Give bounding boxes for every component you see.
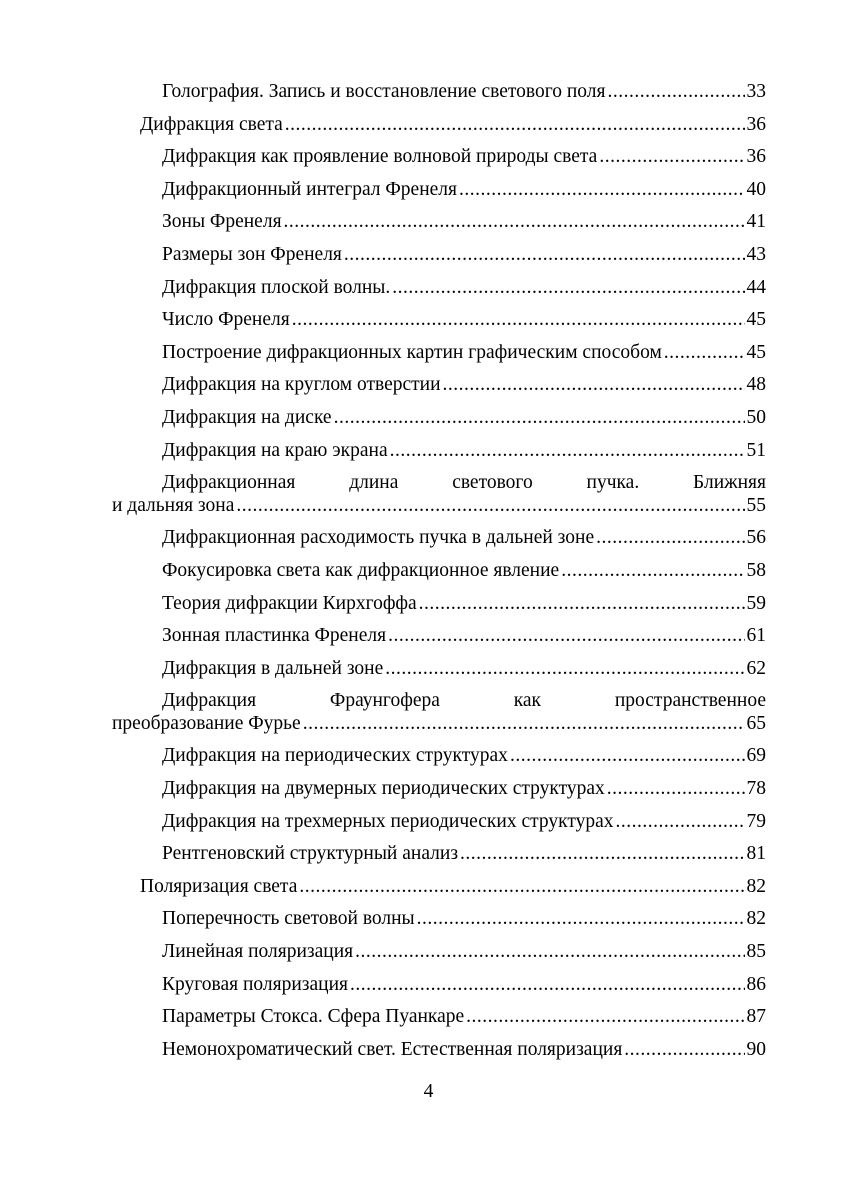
- toc-entry-line: [162, 239, 766, 272]
- toc-entry-title: Параметры Стокса. Сфера Пуанкаре: [162, 1006, 465, 1028]
- toc-entry[interactable]: [112, 467, 766, 522]
- toc-entry-second-line: [112, 490, 766, 523]
- toc-entry-page: 87: [746, 1006, 766, 1028]
- toc-entry-title: Рентгеновский структурный анализ: [162, 843, 459, 865]
- toc-entry-title: Дифракция плоской волны.: [162, 276, 391, 298]
- toc-entry-title: Дифракция на периодических структурах: [162, 745, 508, 767]
- dot-leader: [392, 272, 744, 305]
- dot-leader: [599, 141, 744, 174]
- toc-entry-page: 36: [746, 146, 766, 168]
- toc-entry-word: светового: [452, 472, 533, 494]
- toc-entry[interactable]: [112, 555, 766, 588]
- toc-entry-line: [162, 141, 766, 174]
- toc-entry[interactable]: [112, 871, 766, 904]
- dot-leader: [466, 1001, 744, 1034]
- toc-entry[interactable]: [112, 402, 766, 435]
- dot-leader: [510, 740, 745, 773]
- table-of-contents: [112, 76, 766, 1066]
- toc-entry[interactable]: [112, 1034, 766, 1067]
- toc-entry-page: 45: [746, 341, 766, 363]
- toc-entry-page: 65: [746, 712, 766, 734]
- toc-entry-page: 59: [746, 592, 766, 614]
- toc-entry-page: 79: [746, 810, 766, 832]
- toc-entry[interactable]: [112, 1001, 766, 1034]
- toc-entry-page: 41: [746, 211, 766, 233]
- toc-entry[interactable]: [112, 369, 766, 402]
- toc-entry[interactable]: [112, 620, 766, 653]
- toc-entry-title: преобразование Фурье: [112, 712, 301, 734]
- toc-entry-title: Дифракция на краю экрана: [162, 439, 388, 461]
- toc-entry-page: 55: [746, 494, 766, 516]
- toc-entry-page: 51: [746, 439, 766, 461]
- toc-entry-page: 43: [746, 243, 766, 265]
- toc-entry-page: 82: [746, 875, 766, 897]
- toc-entry-line: [162, 806, 766, 839]
- toc-entry-page: 58: [746, 559, 766, 581]
- toc-entry-line: [162, 1001, 766, 1034]
- toc-entry-page: 78: [746, 778, 766, 800]
- toc-entry-page: 56: [746, 527, 766, 549]
- toc-entry[interactable]: [112, 903, 766, 936]
- toc-entry-title: Линейная поляризация: [162, 941, 354, 963]
- toc-entry-title: Дифракция света: [140, 113, 283, 135]
- toc-entry-title: Дифракционный интеграл Френеля: [162, 178, 457, 200]
- dot-leader: [607, 773, 745, 806]
- toc-entry-title: Поляризация света: [140, 875, 298, 897]
- dot-leader: [443, 369, 745, 402]
- toc-entry-title: Дифракция как проявление волновой природы света: [162, 146, 598, 168]
- dot-leader: [417, 903, 745, 936]
- toc-entry-line: [162, 304, 766, 337]
- toc-entry-word: длина: [349, 472, 399, 494]
- toc-entry-word: Дифракция: [162, 690, 257, 712]
- toc-entry-title: Немонохроматический свет. Естественная поляризация: [162, 1038, 623, 1060]
- toc-entry[interactable]: [112, 740, 766, 773]
- toc-entry[interactable]: [112, 588, 766, 621]
- toc-entry[interactable]: [112, 174, 766, 207]
- toc-entry-page: 33: [746, 81, 766, 102]
- toc-entry-line: [162, 272, 766, 305]
- toc-entry[interactable]: [112, 969, 766, 1002]
- toc-entry[interactable]: [112, 304, 766, 337]
- dot-leader: [596, 522, 744, 555]
- toc-entry-word: Ближняя: [693, 472, 766, 494]
- toc-entry-line: [140, 871, 766, 904]
- toc-entry-title: Дифракция на диске: [162, 406, 332, 428]
- dot-leader: [616, 806, 745, 839]
- toc-entry-title: Дифракция на круглом отверстии: [162, 374, 441, 396]
- toc-entry-line: [162, 969, 766, 1002]
- dot-leader: [292, 304, 745, 337]
- toc-entry-line: [162, 337, 766, 370]
- toc-entry-word: Дифракционная: [162, 472, 296, 494]
- toc-entry-word: Фраунгофера: [329, 690, 440, 712]
- dot-leader: [460, 838, 744, 871]
- toc-entry-title: Дифракция на трехмерных периодических структурах: [162, 810, 614, 832]
- toc-entry[interactable]: [112, 435, 766, 468]
- toc-entry-page: 45: [746, 309, 766, 331]
- toc-entry-title: Зоны Френеля: [162, 211, 282, 233]
- dot-leader: [344, 239, 745, 272]
- dot-leader: [561, 555, 744, 588]
- dot-leader: [350, 969, 745, 1002]
- toc-entry-second-line: [112, 708, 766, 741]
- toc-entry-line: [162, 936, 766, 969]
- toc-entry-page: 85: [746, 941, 766, 963]
- page-number: 4: [423, 1081, 434, 1102]
- toc-entry[interactable]: [112, 806, 766, 839]
- toc-entry[interactable]: [112, 76, 766, 109]
- toc-entry-line: [162, 653, 766, 686]
- toc-entry-page: 48: [746, 374, 766, 396]
- dot-leader: [299, 871, 744, 904]
- dot-leader: [236, 490, 744, 523]
- toc-entry-line: [162, 206, 766, 239]
- toc-entry-page: 62: [746, 657, 766, 679]
- dot-leader: [334, 402, 745, 435]
- toc-entry-line: [162, 903, 766, 936]
- toc-entry-line: [162, 76, 766, 109]
- toc-entry-title: Голография. Запись и восстановление светового поля: [162, 81, 606, 102]
- dot-leader: [388, 620, 744, 653]
- toc-entry[interactable]: [112, 337, 766, 370]
- toc-entry-title: Поперечность световой волны: [162, 908, 415, 930]
- toc-entry[interactable]: [112, 239, 766, 272]
- toc-entry[interactable]: [112, 838, 766, 871]
- toc-entry-line: [162, 740, 766, 773]
- toc-entry[interactable]: [112, 272, 766, 305]
- toc-entry-page: 61: [746, 625, 766, 647]
- dot-leader: [607, 76, 744, 109]
- toc-entry-title: Фокусировка света как дифракционное явление: [162, 559, 560, 581]
- toc-entry-page: 90: [746, 1038, 766, 1060]
- toc-entry-page: 50: [746, 406, 766, 428]
- toc-entry-title: Дифракционная расходимость пучка в дальней зоне: [162, 527, 595, 549]
- toc-entry-line: [162, 369, 766, 402]
- dot-leader: [419, 588, 745, 621]
- toc-entry-line: [162, 838, 766, 871]
- toc-entry[interactable]: [112, 206, 766, 239]
- toc-entry-word: пространственное: [614, 690, 766, 712]
- toc-entry-title: и дальняя зона: [112, 494, 235, 516]
- toc-entry-page: 86: [746, 973, 766, 995]
- toc-entry-title: Дифракция на двумерных периодических структурах: [162, 778, 605, 800]
- toc-entry-line: [140, 109, 766, 142]
- toc-entry-title: Число Френеля: [162, 309, 290, 331]
- dot-leader: [355, 936, 744, 969]
- toc-entry-line: [162, 522, 766, 555]
- toc-entry-line: [162, 174, 766, 207]
- toc-entry-page: 44: [746, 276, 766, 298]
- dot-leader: [285, 109, 745, 142]
- toc-entry-word: как: [513, 690, 542, 712]
- toc-entry[interactable]: [112, 773, 766, 806]
- dot-leader: [459, 174, 745, 207]
- toc-entry-page: 40: [746, 178, 766, 200]
- toc-entry-title: Размеры зон Френеля: [162, 243, 342, 265]
- toc-entry-word: пучка.: [586, 472, 640, 494]
- toc-entry-line: [162, 620, 766, 653]
- dot-leader: [624, 1034, 744, 1067]
- dot-leader: [385, 653, 744, 686]
- toc-entry[interactable]: [112, 522, 766, 555]
- toc-entry[interactable]: [112, 685, 766, 740]
- toc-entry-line: [162, 588, 766, 621]
- dot-leader: [284, 206, 745, 239]
- toc-entry[interactable]: [112, 141, 766, 174]
- toc-entry-page: 82: [746, 908, 766, 930]
- toc-entry-line: [162, 773, 766, 806]
- toc-entry-title: Круговая поляризация: [162, 973, 348, 995]
- toc-entry-title: Построение дифракционных картин графическим способом: [162, 341, 662, 363]
- toc-entry[interactable]: [112, 936, 766, 969]
- toc-entry-title: Дифракция в дальней зоне: [162, 657, 384, 679]
- toc-entry-line: [162, 435, 766, 468]
- dot-leader: [664, 337, 745, 370]
- toc-entry-title: Зонная пластинка Френеля: [162, 625, 387, 647]
- toc-entry[interactable]: [112, 653, 766, 686]
- toc-entry-title: Теория дифракции Кирхгоффа: [162, 592, 417, 614]
- dot-leader: [303, 708, 745, 741]
- toc-entry-page: 36: [746, 113, 766, 135]
- toc-entry-page: 69: [746, 745, 766, 767]
- toc-entry-line: [162, 402, 766, 435]
- toc-entry-line: [162, 555, 766, 588]
- toc-entry-line: [162, 1034, 766, 1067]
- toc-entry-page: 81: [746, 843, 766, 865]
- toc-entry[interactable]: [112, 109, 766, 142]
- dot-leader: [390, 435, 745, 468]
